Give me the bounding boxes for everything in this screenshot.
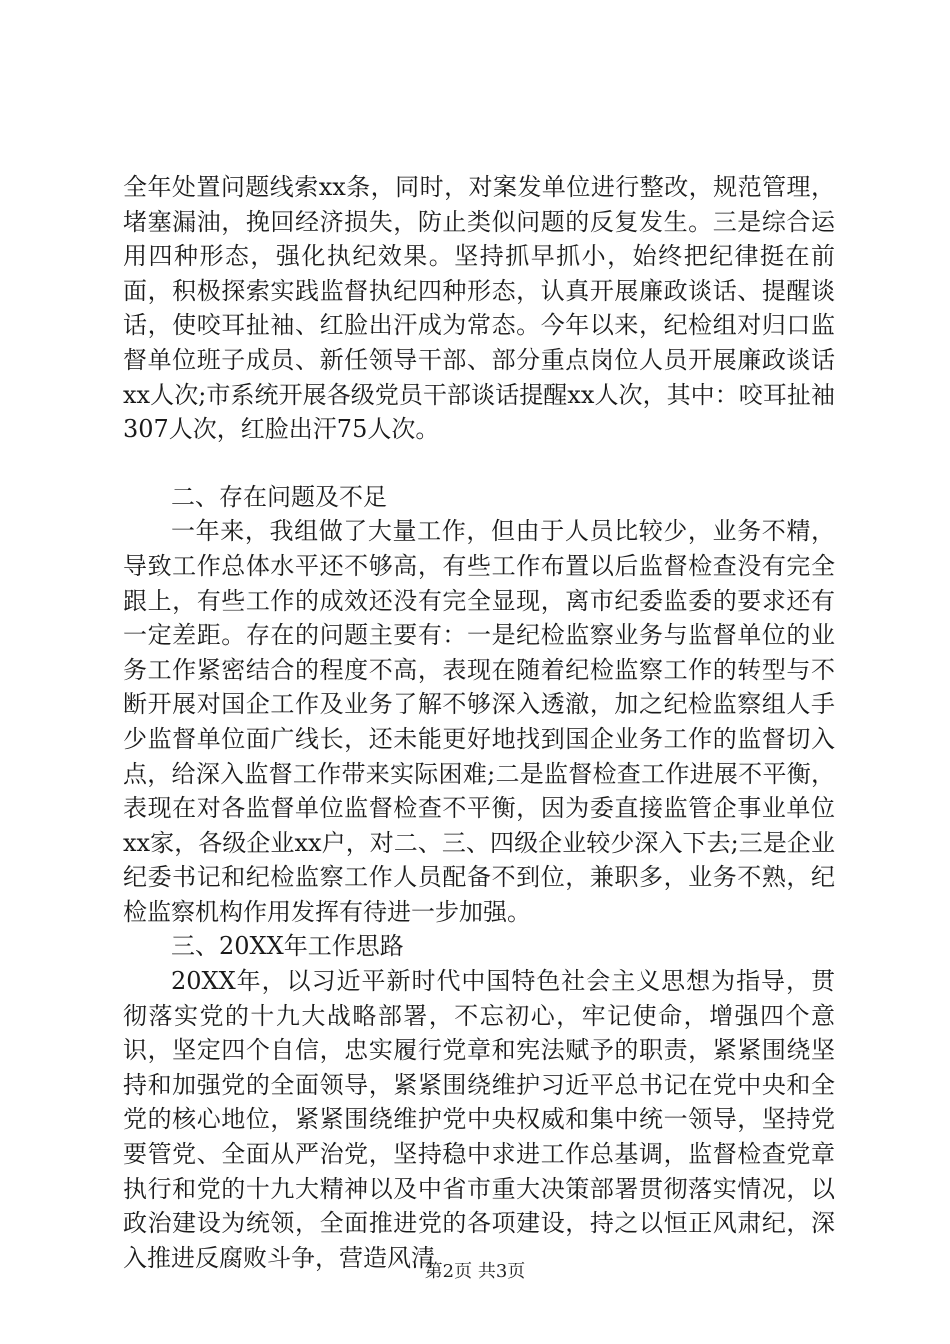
page-number-footer: 第2页 共3页 — [424, 1261, 526, 1282]
section-heading-work-plan: 三、20XX年工作思路 — [171, 932, 404, 961]
section-heading-problems: 二、存在问题及不足 — [171, 482, 387, 511]
paragraph-disciplinary-results: 全年处置问题线索xx条，同时，对案发单位进行整改，规范管理，堵塞漏油，挽回经济损失，防止类似问题的反复发生。三是综合运用四种形态，强化执纪效果。坚持抓早抓小，始终把纪律挺在前面，积极探索实践监督执纪四种形态，认真开展廉政谈话、提醒谈话，使咬耳扯袖、红脸出汗成为常态。今年以来，纪检组对归口监督单位班子成员、新任领导干部、部分重点岗位人员开展廉政谈话xx人次;市系统开展各级党员干部谈话提醒xx人次，其中：咬耳扯袖307人次，红脸出汗75人次。 — [123, 173, 835, 444]
paragraph-work-plan: 20XX年，以习近平新时代中国特色社会主义思想为指导，贯彻落实党的十九大战略部署，不忘初心，牢记使命，增强四个意识，坚定四个自信，忠实履行党章和宪法赋予的职责，紧紧围绕坚持和加强党的全面领导，紧紧围绕维护习近平总书记在党中央和全党的核心地位，紧紧围绕维护党中央权威和集中统一领导，坚持党要管党、全面从严治党，坚持稳中求进工作总基调，监督检查党章执行和党的十九大精神以及中省市重大决策部署贯彻落实情况，以政治建设为统领，全面推进党的各项建设，持之以恒正风肃纪，深入推进反腐败斗争，营造风清 — [123, 967, 835, 1272]
document-body — [123, 170, 835, 1275]
paragraph-problems: 一年来，我组做了大量工作，但由于人员比较少，业务不精，导致工作总体水平还不够高，有些工作布置以后监督检查没有完全跟上，有些工作的成效还没有完全显现，离市纪委监委的要求还有一定差距。存在的问题主要有：一是纪检监察业务与监督单位的业务工作紧密结合的程度不高，表现在随着纪检监察工作的转型与不断开展对国企工作及业务了解不够深入透澈，加之纪检监察组人手少监督单位面广线长，还未能更好地找到国企业务工作的监督切入点，给深入监督工作带来实际困难;二是监督检查工作进展不平衡，表现在对各监督单位监督检查不平衡，因为委直接监管企事业单位xx家，各级企业xx户，对二、三、四级企业较少深入下去;三是企业纪委书记和纪检监察工作人员配备不到位，兼职多，业务不熟，纪检监察机构作用发挥有待进一步加强。 — [123, 517, 835, 926]
